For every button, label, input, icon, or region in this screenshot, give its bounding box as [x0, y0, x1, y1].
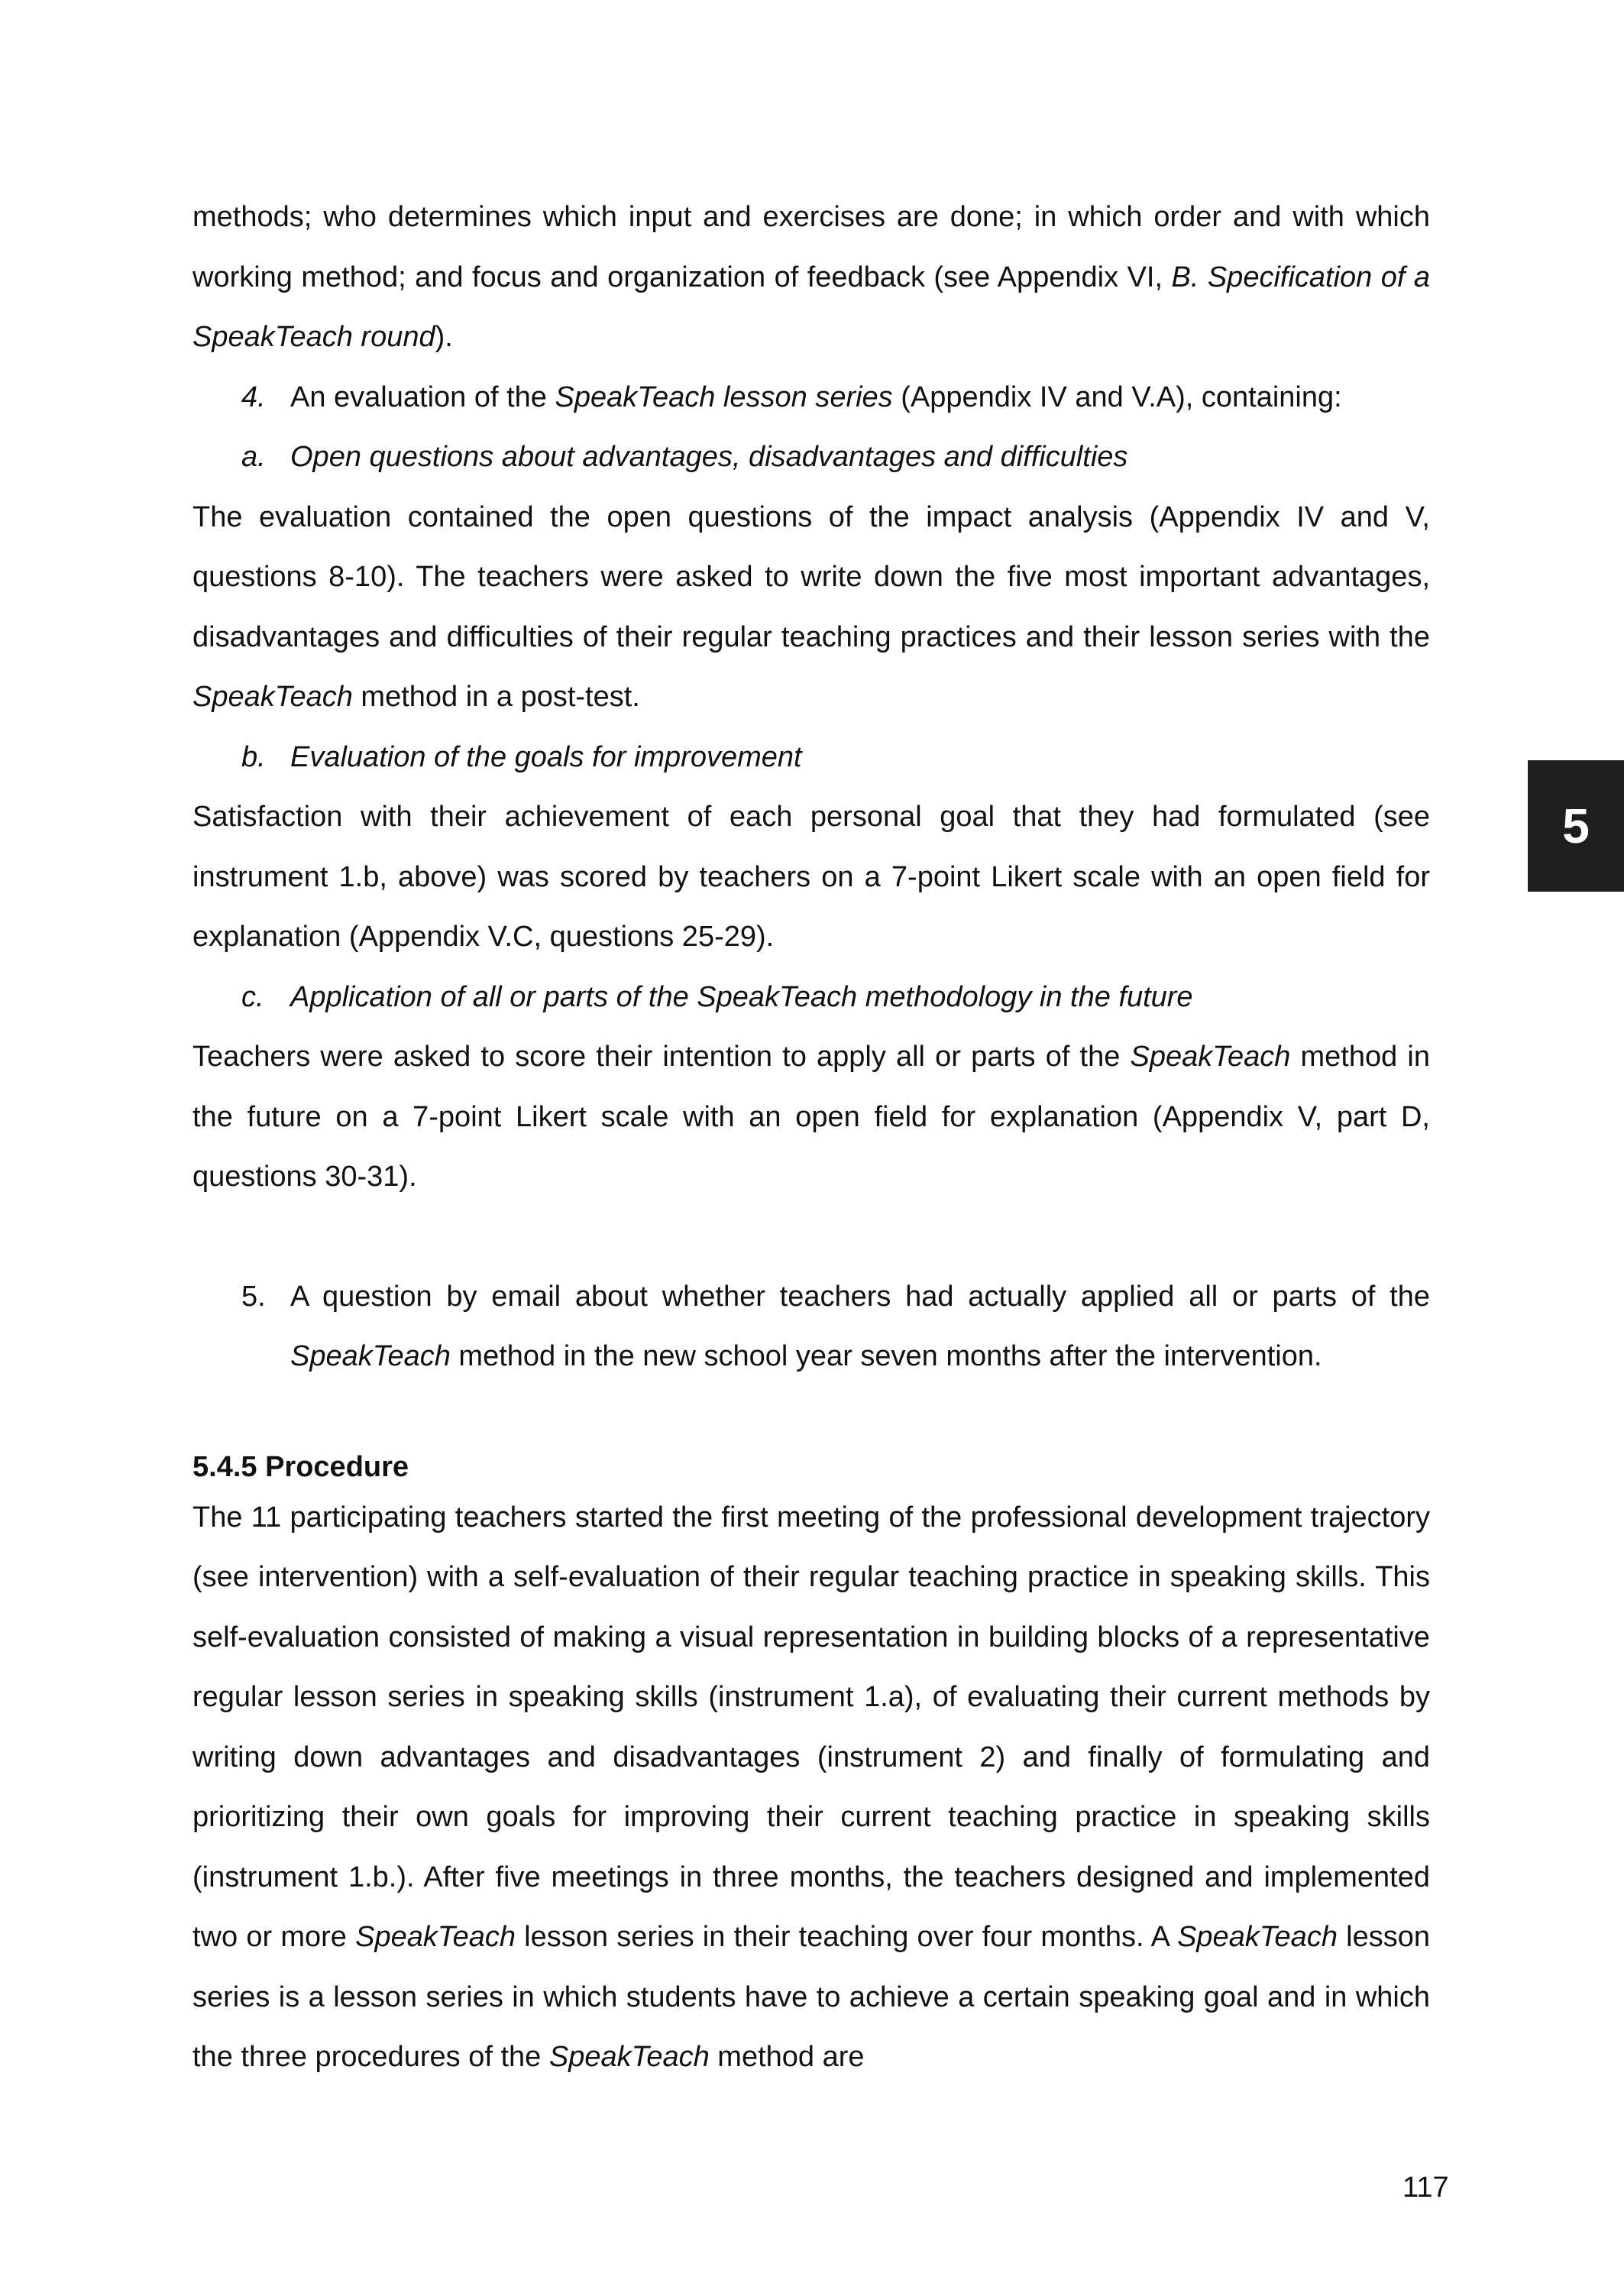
procedure-paragraph: The 11 participating teachers started the first meeting of the professional development trajectory (see intervention) with a self-evaluation of their regular teaching practice in speaking skills. This self-evaluation consisted of making a visual representation in building blocks of a representative regular lesson series in speaking skills (instrument 1.a), of evaluating their current methods by writing down advantages and disadvantages (instrument 2) and finally of formulating and prioritizing their own goals for improving their current teaching practice in speaking skills (instrument 1.b.). After five meetings in three months, the teachers designed and implemented two or more SpeakTeach lesson series in their teaching over four months. A SpeakTeach lesson series is a lesson series in which students have to achieve a certain speaking goal and in which the three procedures of the SpeakTeach method are [192, 1501, 1430, 2073]
intro-end: ). [435, 321, 453, 353]
list-number: 4. [241, 381, 266, 413]
intro-paragraph [192, 187, 1430, 368]
spacer [192, 1387, 1430, 1446]
paragraph-a: The evaluation contained the open questions of the impact analysis (Appendix IV and V, questions 8-10). The teachers were asked to write down the five most important advantages, disadvantages and difficulties of their regular teaching practices and their lesson series with the SpeakTeach method in a post-test. [192, 500, 1430, 713]
spacer [192, 1207, 1430, 1267]
sub-label: a. [241, 441, 266, 473]
subheading-c [192, 967, 1430, 1028]
page-body [192, 187, 1430, 2087]
section-heading: 5.4.5 Procedure [192, 1450, 409, 1483]
sub-label: c. [241, 980, 264, 1013]
intro-text: methods; who determines which input and exercises are done; in which order and with which working method; and focus and organization of feedback (see Appendix VI, [192, 201, 1430, 293]
sub-title: Application of all or parts of the SpeakTeach methodology in the future [290, 980, 1193, 1013]
paragraph-c: Teachers were asked to score their intention to apply all or parts of the SpeakTeach method in the future on a 7-point Likert scale with an open field for explanation (Appendix V, part D, questions 30-31). [192, 1041, 1430, 1193]
list-item-4 [192, 368, 1430, 428]
subheading-a [192, 427, 1430, 487]
list-number: 5. [241, 1280, 266, 1313]
list-item-5: 5. A question by email about whether teachers had actually applied all or parts of the SpeakTeach method in the new school year seven months after the intervention. [192, 1267, 1430, 1387]
sub-label: b. [241, 740, 266, 773]
subheading-b [192, 727, 1430, 788]
list-item-text: An evaluation of the SpeakTeach lesson series (Appendix IV and V.A), containing: [290, 381, 1342, 413]
intro-italic: B. Specification of a SpeakTeach round [192, 261, 1431, 353]
paragraph-b: Satisfaction with their achievement of each personal goal that they had formulated (see instrument 1.b, above) was scored by teachers on a 7-point Likert scale with an open field for explanation (Appendix V.C, questions 25-29). [192, 801, 1430, 953]
page-number: 117 [1402, 2172, 1449, 2204]
sub-title: Evaluation of the goals for improvement [290, 740, 802, 773]
sub-title: Open questions about advantages, disadvantages and difficulties [290, 441, 1128, 473]
chapter-tab: 5 [1528, 760, 1624, 892]
